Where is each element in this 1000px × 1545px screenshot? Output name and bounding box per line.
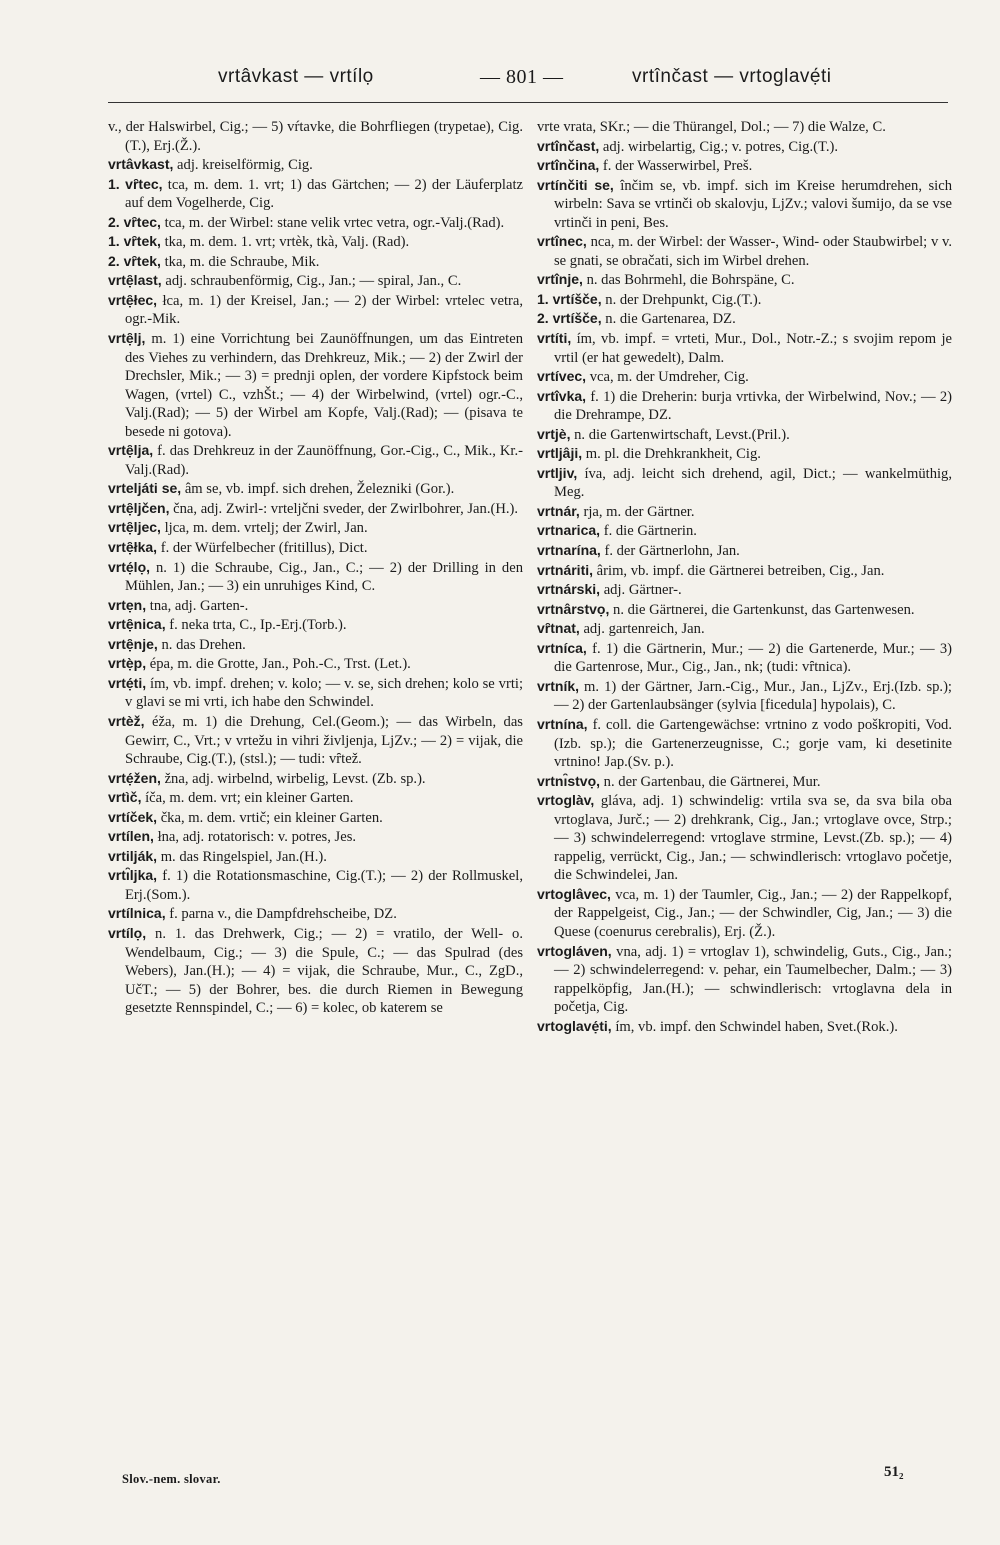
dictionary-entry: [108, 924, 523, 1018]
entry-definition: n. 1. das Drehwerk, Cig.; — 2) = vratilo, der Well- o. Wendelbaum, Cig.; — 3) die Spule, C.; — das Spulrad (des Webers), Jan.(H.); — 4) = vijak, die Schraube, Mur., C., ZgD., UčT.; — 5) der Bohrer, bes. die durch Riemen in Bewegung gesetzte Rennspindel, C.; — 6) = kolec, ob katerem se: [125, 925, 523, 1017]
entry-definition: n. die Gartenarea, DZ.: [605, 311, 736, 328]
dictionary-entry: [108, 232, 523, 252]
entry-headword: vrtẹ̑lj,: [108, 330, 146, 347]
header-right-guideword: vrtînčast — vrtoglavẹ́ti: [632, 66, 832, 87]
dictionary-entry: [537, 270, 952, 290]
dictionary-entry: [108, 847, 523, 867]
dictionary-entry: [108, 904, 523, 924]
entry-definition: vca, m. 1) der Taumler, Cig., Jan.; — 2) der Rappelkopf, der Rappelgeist, Cig., Jan.; — der Schwindler, Cig, Jan.; — 3) die Quese (coenurus cerebralis), Erj. (Ž.).: [554, 886, 952, 940]
entry-headword: vrtẹ̑nica,: [108, 616, 166, 633]
entry-headword: 1. vȓtek,: [108, 233, 161, 250]
entry-headword: vrtìč,: [108, 789, 142, 806]
entry-headword: 1. vȓtec,: [108, 175, 163, 192]
entry-headword: vrtoglàv,: [537, 792, 595, 809]
entry-definition: ím, vb. impf. = vrteti, Mur., Dol., Notr.-Z.; s svojim repom je vrtil (er hat gewedelt), Dalm.: [554, 331, 952, 366]
entry-headword: vrtnína,: [537, 715, 588, 732]
entry-definition: n. die Gartenwirtschaft, Levst.(Pril.).: [574, 426, 790, 443]
dictionary-entry: [108, 615, 523, 635]
entry-definition: tka, m. die Schraube, Mik.: [164, 253, 320, 270]
entry-definition: f. neka trta, C., Ip.-Erj.(Torb.).: [169, 617, 347, 634]
dictionary-entry: [537, 387, 952, 425]
entry-definition: adj. wirbelartig, Cig.; v. potres, Cig.(T.).: [602, 138, 838, 155]
entry-definition: vca, m. der Umdreher, Cig.: [589, 369, 749, 386]
dictionary-entry: [537, 425, 952, 445]
entry-definition: łna, adj. rotatorisch: v. potres, Jes.: [157, 829, 357, 846]
entry-definition: łca, m. 1) der Kreisel, Jan.; — 2) der Wirbel: vrtelec vetra, ogr.-Mik.: [125, 292, 523, 328]
entry-headword: vrtníca,: [537, 639, 587, 656]
entry-definition: f. 1) die Rotationsmaschine, Cig.(T.); — 2) der Rollmuskel, Erj.(Som.).: [125, 868, 523, 903]
left-column: [108, 118, 523, 1018]
dictionary-entry: [108, 118, 523, 155]
entry-definition: žna, adj. wirbelnd, wirbelig, Levst. (Zb. sp.).: [164, 770, 426, 787]
dictionary-entry: [537, 1017, 952, 1037]
dictionary-entry: [537, 444, 952, 464]
entry-definition: înčim se, vb. impf. sich im Kreise herumdrehen, sich wirbeln: Sava se vrtinči ob skalovju, LjZv.; valovi šumijo, da se vse vrtinči in peni, Bes.: [554, 177, 952, 231]
entry-definition: m. 1) eine Vorrichtung bei Zaunöffnungen, um das Eintreten des Viehes zu verhindern, das Drehkreuz, Mik.; — 2) der Zwirl der Drechsler, Mik.; — 3) = prednji oplen, der vordere Kipfstock beim Wagen, (vrtel) C., vzhŠt.; — 4) der Wirbelwind, (vrtel) ogr.-C., Valj.(Rad); — 5) der Wirbel am Kopfe, Valj.(Rad); — (pisava te besede ni gotova).: [125, 331, 523, 440]
entry-definition: f. die Gärtnerin.: [603, 523, 697, 540]
dictionary-entry: [537, 137, 952, 157]
entry-definition: íča, m. dem. vrt; ein kleiner Garten.: [145, 790, 354, 807]
dictionary-entry: [108, 252, 523, 272]
dictionary-entry: [108, 769, 523, 789]
dictionary-entry: [537, 176, 952, 233]
dictionary-entry: [108, 291, 523, 329]
entry-definition: rja, m. der Gärtner.: [583, 503, 695, 520]
dictionary-entry: [108, 596, 523, 616]
entry-definition: âm se, vb. impf. sich drehen, Železniki (Gor.).: [184, 481, 455, 498]
entry-definition: íva, adj. leicht sich drehend, agil, Dict.; — wankelmüthig, Meg.: [554, 465, 952, 501]
entry-definition: tca, m. dem. 1. vrt; 1) das Gärtchen; — 2) der Läuferplatz auf dem Vogelherde, Cig.: [125, 176, 523, 212]
entry-headword: vrtînje,: [537, 271, 583, 288]
entry-definition: čna, adj. Zwirl-: vrteljčni sveder, der Zwirlbohrer, Jan.(H.).: [173, 500, 519, 517]
entry-definition: m. pl. die Drehkrankheit, Cig.: [585, 446, 761, 463]
dictionary-entry: [108, 654, 523, 674]
dictionary-entry: [108, 441, 523, 479]
dictionary-entry: [537, 561, 952, 581]
entry-headword: vrtnárski,: [537, 581, 601, 598]
entry-headword: vrtẹ̑lja,: [108, 442, 154, 459]
entry-definition: čka, m. dem. vrtič; ein kleiner Garten.: [160, 809, 383, 826]
dictionary-entry: [108, 558, 523, 596]
dictionary-entry: [537, 502, 952, 522]
dictionary-entry: [537, 791, 952, 885]
entry-headword: vrtoglâvec,: [537, 885, 611, 902]
entry-headword: vrtẹ̑ljec,: [108, 519, 161, 536]
entry-headword: vrtẹ̑last,: [108, 272, 162, 289]
page-number: — 801 —: [480, 66, 564, 88]
entry-headword: vrtẹ̑nje,: [108, 635, 158, 652]
entry-definition: adj. kreiselförmig, Cig.: [177, 157, 313, 174]
entry-definition: f. 1) die Gärtnerin, Mur.; — 2) die Gartenerde, Mur.; — 3) die Gartenrose, Mur., Cig., Jan., nk; (tudi: vȓtnica).: [554, 640, 952, 676]
entry-headword: 2. vȓtec,: [108, 213, 161, 230]
entry-headword: vrtílen,: [108, 828, 154, 845]
dictionary-entry: [537, 118, 952, 137]
entry-headword: vrtnarína,: [537, 542, 601, 559]
entry-headword: vrtljâji,: [537, 445, 583, 462]
entry-definition: ím, vb. impf. den Schwindel haben, Svet.(Rok.).: [615, 1018, 898, 1035]
dictionary-entry: [108, 674, 523, 712]
entry-headword: vrtnár,: [537, 502, 580, 519]
dictionary-entry: [537, 329, 952, 367]
entry-headword: 1. vrtíšče,: [537, 290, 602, 307]
entry-definition: adj. gartenreich, Jan.: [583, 621, 705, 638]
entry-definition: n. die Gärtnerei, die Gartenkunst, das Gartenwesen.: [613, 601, 915, 618]
entry-definition: f. coll. die Gartengewächse: vrtnino z vodo poškropiti, Vod.(Izb. sp.); die Gartenerzeugnisse, C.; gorje vam, ki desetinite vrtnino! Jap.(Sv. p.).: [554, 716, 952, 771]
entry-headword: 2. vȓtek,: [108, 252, 161, 269]
dictionary-entry: [537, 464, 952, 502]
entry-headword: vrtívec,: [537, 368, 587, 385]
entry-headword: vrtẹn,: [108, 596, 147, 613]
entry-definition: v., der Halswirbel, Cig.; — 5) vŕtavke, die Bohrfliegen (trypetae), Cig.(T.), Erj.(Ž.).: [108, 119, 523, 154]
dictionary-entry: [108, 479, 523, 499]
dictionary-entry: [108, 213, 523, 233]
dictionary-entry: [108, 827, 523, 847]
dictionary-entry: [108, 518, 523, 538]
dictionary-entry: [108, 866, 523, 904]
entry-definition: épa, m. die Grotte, Jan., Poh.-C., Trst. (Let.).: [149, 656, 411, 673]
dictionary-entry: [537, 290, 952, 310]
entry-headword: vrtînec,: [537, 233, 587, 250]
entry-definition: gláva, adj. 1) schwindelig: vrtila sva se, da sva bila oba vrtoglava, Jurč.; — 2) drehkrank, Cig., Jan.; vrtoglave ovce, Strp.; — 3) schwindelerregend: vrtoglave strmine, Levst.(Zb. sp.); — 4) rappelig, verrückt, Cig., Jan.; — schwindlerisch: vrtoglavo početje, die Schwindelei, Jan.: [554, 793, 952, 884]
entry-definition: n. das Bohrmehl, die Bohrspäne, C.: [586, 272, 795, 289]
dictionary-entry: [537, 885, 952, 942]
dictionary-entry: [537, 541, 952, 561]
entry-headword: vrtînčina,: [537, 157, 600, 174]
entry-definition: m. das Ringelspiel, Jan.(H.).: [160, 848, 327, 865]
dictionary-entry: [108, 788, 523, 808]
dictionary-entry: [537, 580, 952, 600]
entry-headword: vrtílnica,: [108, 905, 166, 922]
entry-definition: m. 1) der Gärtner, Jarn.-Cig., Mur., Jan., LjZv., Erj.(Izb. sp.); — 2) der Gartenlaubsänger (sylvia [ficedula] hypolais), C.: [554, 678, 952, 714]
entry-definition: vrte vrata, SKr.; — die Thürangel, Dol.; — 7) die Walze, C.: [537, 119, 886, 135]
entry-definition: nca, m. der Wirbel: der Wasser-, Wind- oder Staubwirbel; v v. se gnati, se obračati, sich im Wirbel drehen.: [554, 234, 952, 269]
entry-headword: vrtı̑ljka,: [108, 867, 158, 884]
entry-definition: f. der Würfelbecher (fritillus), Dict.: [160, 540, 368, 557]
entry-headword: vrtẹ́ti,: [108, 674, 147, 691]
entry-headword: vȓtnat,: [537, 620, 580, 637]
dictionary-entry: [108, 808, 523, 828]
dictionary-entry: [108, 155, 523, 175]
dictionary-entry: [108, 329, 523, 441]
dictionary-entry: [537, 600, 952, 620]
entry-headword: vrtẹ̀p,: [108, 655, 147, 672]
dictionary-entry: [537, 942, 952, 1017]
dictionary-entry: [108, 271, 523, 291]
entry-headword: vrtnáriti,: [537, 561, 594, 578]
entry-definition: adj. Gärtner-.: [603, 582, 682, 599]
entry-headword: vrteljáti se,: [108, 480, 182, 497]
entry-headword: vrtjè,: [537, 425, 571, 442]
entry-headword: vrtẹ́žen,: [108, 769, 161, 786]
entry-definition: vna, adj. 1) = vrtoglav 1), schwindelig, Guts., Cig., Jan.; — 2) schwindelerregend: v. pehar, ein Taumelbecher, Dalm.; — 3) rappelköpfig, Jan.(H.); — schwindlerisch: vrtoglavna dela in početja, Cig.: [554, 943, 952, 1016]
entry-headword: vrtnı̑stvọ,: [537, 772, 601, 789]
entry-headword: vrtíček,: [108, 808, 158, 825]
entry-headword: vrtílọ,: [108, 924, 147, 941]
entry-headword: vrtèž,: [108, 712, 145, 729]
entry-headword: vrtẹ̑łec,: [108, 291, 158, 308]
dictionary-entry: [537, 367, 952, 387]
entry-headword: vrtînčast,: [537, 137, 600, 154]
footer-signature: Slov.-nem. slovar.: [122, 1472, 221, 1486]
dictionary-entry: [537, 619, 952, 639]
header-left-guideword: vrtâvkast — vrtílọ: [218, 66, 374, 87]
entry-headword: vrtljiv,: [537, 464, 578, 481]
entry-headword: vrtẹ́lọ,: [108, 558, 151, 575]
entry-headword: vrtínčiti se,: [537, 176, 614, 193]
dictionary-entry: [537, 772, 952, 792]
right-column: [537, 118, 952, 1036]
entry-definition: ím, vb. impf. drehen; v. kolo; — v. se, sich drehen; kolo se vrti; v glavi se mi vrti, ich habe den Schwindel.: [125, 675, 524, 711]
dictionary-entry: [108, 175, 523, 213]
dictionary-entry: [537, 677, 952, 715]
entry-headword: vrtnarica,: [537, 522, 601, 539]
dictionary-entry: [108, 538, 523, 558]
entry-definition: tca, m. der Wirbel: stane velik vrtec vetra, ogr.-Valj.(Rad).: [164, 214, 505, 231]
dictionary-entry: [537, 715, 952, 772]
dictionary-entry: [108, 635, 523, 655]
entry-headword: vrtâvkast,: [108, 156, 174, 173]
dictionary-entry: [537, 309, 952, 329]
entry-headword: vrtilják,: [108, 847, 158, 864]
entry-definition: tna, adj. Garten-.: [149, 597, 249, 614]
entry-definition: n. der Gartenbau, die Gärtnerei, Mur.: [603, 773, 821, 790]
entry-headword: vrtîvka,: [537, 387, 587, 404]
entry-headword: vrtogláven,: [537, 942, 612, 959]
entry-definition: éža, m. 1) die Drehung, Cel.(Geom.); — das Wirbeln, das Gewirr, C., Vrt.; v vrtežu in vihri življenja, LjZv.; — 2) = vijak, die Schraube, Cig.(T.), (stsl.); — tudi: vȓtež.: [125, 713, 523, 768]
entry-headword: vrtoglavẹ́ti,: [537, 1017, 612, 1034]
dictionary-entry: [537, 521, 952, 541]
footer-sheet-number: 51₂: [884, 1464, 904, 1480]
dictionary-entry: [537, 232, 952, 270]
dictionary-entry: [537, 639, 952, 677]
dictionary-entry: [537, 156, 952, 176]
entry-headword: 2. vrtíšče,: [537, 310, 602, 327]
entry-headword: vrtíti,: [537, 330, 572, 347]
entry-definition: f. der Gärtnerlohn, Jan.: [604, 543, 740, 560]
entry-headword: vrtník,: [537, 677, 580, 694]
entry-definition: f. das Drehkreuz in der Zaunöffnung, Gor.-Cig., C., Mik., Kr.-Valj.(Rad).: [125, 443, 523, 478]
entry-definition: f. der Wasserwirbel, Preš.: [602, 158, 753, 175]
entry-definition: n. 1) die Schraube, Cig., Jan., C.; — 2) der Drilling in den Mühlen, Jan.; — 3) ein unruhiges Kind, C.: [125, 559, 523, 595]
entry-definition: ljca, m. dem. vrtelj; der Zwirl, Jan.: [164, 520, 368, 537]
page-header: [108, 58, 948, 103]
entry-headword: vrtnârstvọ,: [537, 600, 610, 617]
dictionary-entry: [108, 712, 523, 769]
entry-definition: ârim, vb. impf. die Gärtnerei betreiben, Cig., Jan.: [596, 562, 885, 579]
dictionary-entry: [108, 499, 523, 519]
entry-definition: adj. schraubenförmig, Cig., Jan.; — spiral, Jan., C.: [165, 273, 462, 290]
entry-definition: n. das Drehen.: [161, 636, 246, 653]
entry-headword: vrtẹ̑ljčen,: [108, 499, 170, 516]
entry-definition: n. der Drehpunkt, Cig.(T.).: [605, 291, 762, 308]
entry-definition: f. 1) die Dreherin: burja vrtivka, der Wirbelwind, Nov.; — 2) die Drehrampe, DZ.: [554, 388, 952, 424]
entry-definition: f. parna v., die Dampfdrehscheibe, DZ.: [169, 906, 397, 923]
entry-headword: vrtẹ̑łka,: [108, 539, 158, 556]
entry-definition: tka, m. dem. 1. vrt; vrtèk, tkà, Valj. (Rad).: [164, 234, 410, 251]
